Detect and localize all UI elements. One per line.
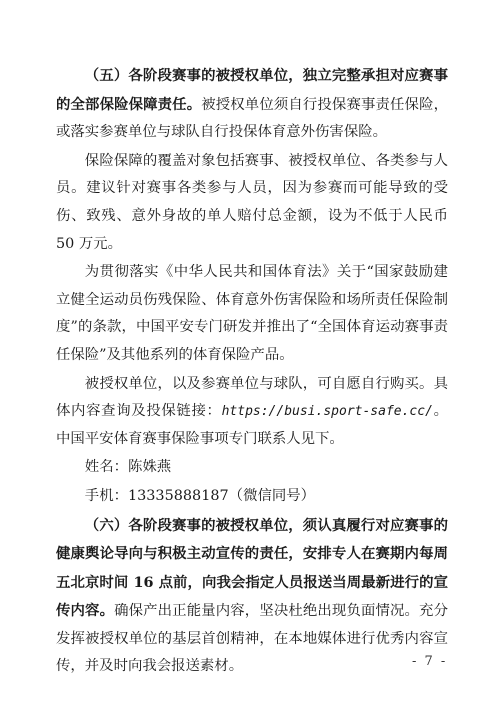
contact-phone: 手机：13335888187（微信同号） <box>84 487 316 504</box>
purchase-paragraph <box>56 371 448 454</box>
purchase-text: 被授权单位，以及参赛单位与球队，可自愿自行购买。具体内容查询及投保链接： <box>56 375 448 420</box>
sports-law-paragraph: 为贯彻落实《中华人民共和国体育法》关于“国家鼓励建立健全运动员伤残保险、体育意外伤害保险和场所责任保险制度”的条款，中国平安专门研发并推出了“全国体育运动赛事责任保险”及其他系列的体育保险产品。 <box>56 264 448 363</box>
section-6-heading: （六）各阶段赛事的被授权单位，须认真履行对应赛事的健康舆论导向与积极主动宣传的责任，安排专人在赛期内每周五北京时间 16 点前，向我会指定人员报送当周最新进行的宣传内容。 <box>56 516 448 620</box>
document-body <box>56 62 448 682</box>
section-6-paragraph <box>56 512 448 682</box>
insurance-link[interactable]: https://busi.sport-safe.cc/ <box>221 404 433 420</box>
section-5-heading: （五）各阶段赛事的被授权单位，独立完整承担对应赛事的全部保险保障责任。 <box>56 67 448 113</box>
section-5-body: 被授权单位须自行投保赛事责任保险，或落实参赛单位与球队自行投保体育意外伤害保险。 <box>56 96 448 141</box>
contact-name: 姓名：陈姝燕 <box>84 459 172 476</box>
section-5-paragraph <box>56 62 448 147</box>
coverage-paragraph: 保险保障的覆盖对象包括赛事、被授权单位、各类参与人员。建议针对赛事各类参与人员，因为参赛而可能导致的受伤、致残、意外身故的单人赔付总金额，设为不低于人民币 50 万元。 <box>56 152 448 252</box>
page-number: - 7 - <box>412 654 448 669</box>
section-6-body: 确保产出正能量内容，坚决杜绝出现负面情况。充分发挥被授权单位的基层首创精神，在本地媒体进行优秀内容宣传，并及时向我会报送素材。 <box>56 603 448 675</box>
purchase-text-end: 。中国平安体育赛事保险事项专门联系人见下。 <box>56 403 448 447</box>
